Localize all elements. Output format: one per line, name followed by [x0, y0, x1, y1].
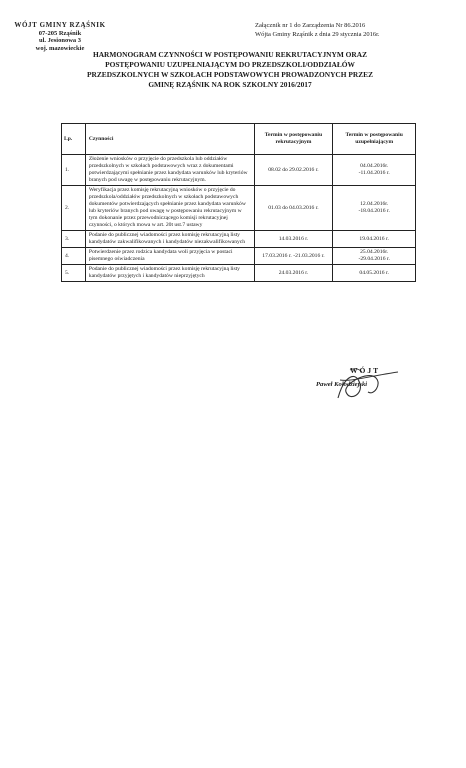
supplementary-start: 12.04.2016r. [360, 201, 389, 207]
row-recruitment-term: 08.02 do 29.02.2016 r. [254, 155, 333, 186]
row-lp: 1. [62, 155, 86, 186]
table-row [62, 155, 416, 186]
header-lp: Lp. [62, 124, 86, 155]
annex-line-2: Wójta Gminy Rząśnik z dnia 29 stycznia 2016r. [255, 30, 380, 38]
row-lp: 3. [62, 231, 86, 248]
row-activity: Podanie do publicznej wiadomości przez komisję rekrutacyjną listy kandydatów zakwalifikowanych i kandydatów niezakwalifikowanych [85, 231, 254, 248]
schedule-table [61, 123, 416, 282]
row-supplementary-term [333, 186, 416, 231]
title-line-4: GMINĘ RZĄŚNIK NA ROK SZKOLNY 2016/2017 [148, 80, 312, 89]
title-line-3: PRZEDSZKOLNYCH W SZKOŁACH PODSTAWOWYCH PROWADZONYCH PRZEZ [86, 70, 373, 79]
row-activity: Potwierdzenie przez rodzica kandydata woli przyjęcia w postaci pisemnego oświadczenia [85, 248, 254, 265]
table-row [62, 186, 416, 231]
signature-title: WÓJT [350, 366, 381, 375]
header-activity: Czynności [85, 124, 254, 155]
annex-note [255, 22, 435, 39]
title-line-2: POSTĘPOWANIU UZUPEŁNIAJĄCYM DO PRZEDSZKOLI/ODDZIAŁÓW [105, 60, 355, 69]
table-header-row [62, 124, 416, 155]
row-recruitment-term: 01.03 do 04.03.2016 r. [254, 186, 333, 231]
supplementary-start: 04.04.2016r. [360, 163, 389, 169]
row-recruitment-term: 24.03.2016 r. [254, 265, 333, 282]
header-recruitment-term: Termin w postępowaniu rekrutacyjnym [254, 124, 333, 155]
row-activity: Złożenie wniosków o przyjęcie do przedszkola lub oddziałów przedszkolnych w szkołach podstawowych wraz z dokumentami potwierdzającymi spełnianie przez kandydata warunków lub kryteriów branych pod uwagę w postępowaniu rekrutacyjnym. [85, 155, 254, 186]
table-row [62, 231, 416, 248]
table-row [62, 248, 416, 265]
row-supplementary-term [333, 248, 416, 265]
supplementary-start: 25.04.2016r. [360, 249, 389, 255]
row-supplementary-term [333, 265, 416, 282]
supplementary-end: -29.04.2016 r. [358, 256, 390, 262]
row-recruitment-term: 14.03.2016 r. [254, 231, 333, 248]
stamp-street: ul. Jesionowa 3 [38, 37, 82, 45]
row-supplementary-term [333, 231, 416, 248]
table-row [62, 265, 416, 282]
row-lp: 4. [62, 248, 86, 265]
row-supplementary-term [333, 155, 416, 186]
document-title [40, 50, 420, 90]
stamp-region: woj. mazowieckie [35, 44, 85, 52]
row-activity: Weryfikacja przez komisję rekrutacyjną wniosków o przyjęcie do przedszkola/oddziałów przedszkolnych w szkołach podstawowych dokumentów potwierdzających spełnianie przez kandydata warunków lub kryteriów branych pod uwagę w postępowaniu rekrutacyjnym w tym dokonanie przez przewodniczącego komisji rekrutacyjnej czynności, o których mowa w art. 20t ust.7 ustawy [85, 186, 254, 231]
annex-line-1: Załącznik nr 1 do Zarządzenia Nr 86.2016 [255, 22, 366, 29]
signature-block [310, 362, 430, 422]
row-activity: Podanie do publicznej wiadomości przez komisję rekrutacyjną listy kandydatów przyjętych i kandydatów nieprzyjętych [85, 265, 254, 282]
supplementary-end: -18.04.2016 r. [358, 208, 390, 214]
stamp-postal: 07-205 Rząśnik [38, 29, 82, 37]
supplementary-start: 04.05.2016 r. [359, 269, 389, 276]
supplementary-start: 19.04.2016 r. [359, 235, 389, 242]
row-lp: 5. [62, 265, 86, 282]
title-line-1: HARMONOGRAM CZYNNOŚCI W POSTĘPOWANIU REKRUTACYJNYM ORAZ [92, 50, 368, 59]
row-recruitment-term: 17.03.2016 r. -21.03.2016 r. [254, 248, 333, 265]
row-lp: 2. [62, 186, 86, 231]
office-stamp [10, 22, 110, 52]
signature-name: Paweł Kołodziejski [316, 381, 368, 388]
header-supplementary-term: Termin w postępowaniu uzupełniającym [333, 124, 416, 155]
stamp-office: WÓJT GMINY RZĄŚNIK [14, 21, 106, 29]
supplementary-end: -11.04.2016 r. [358, 170, 390, 176]
